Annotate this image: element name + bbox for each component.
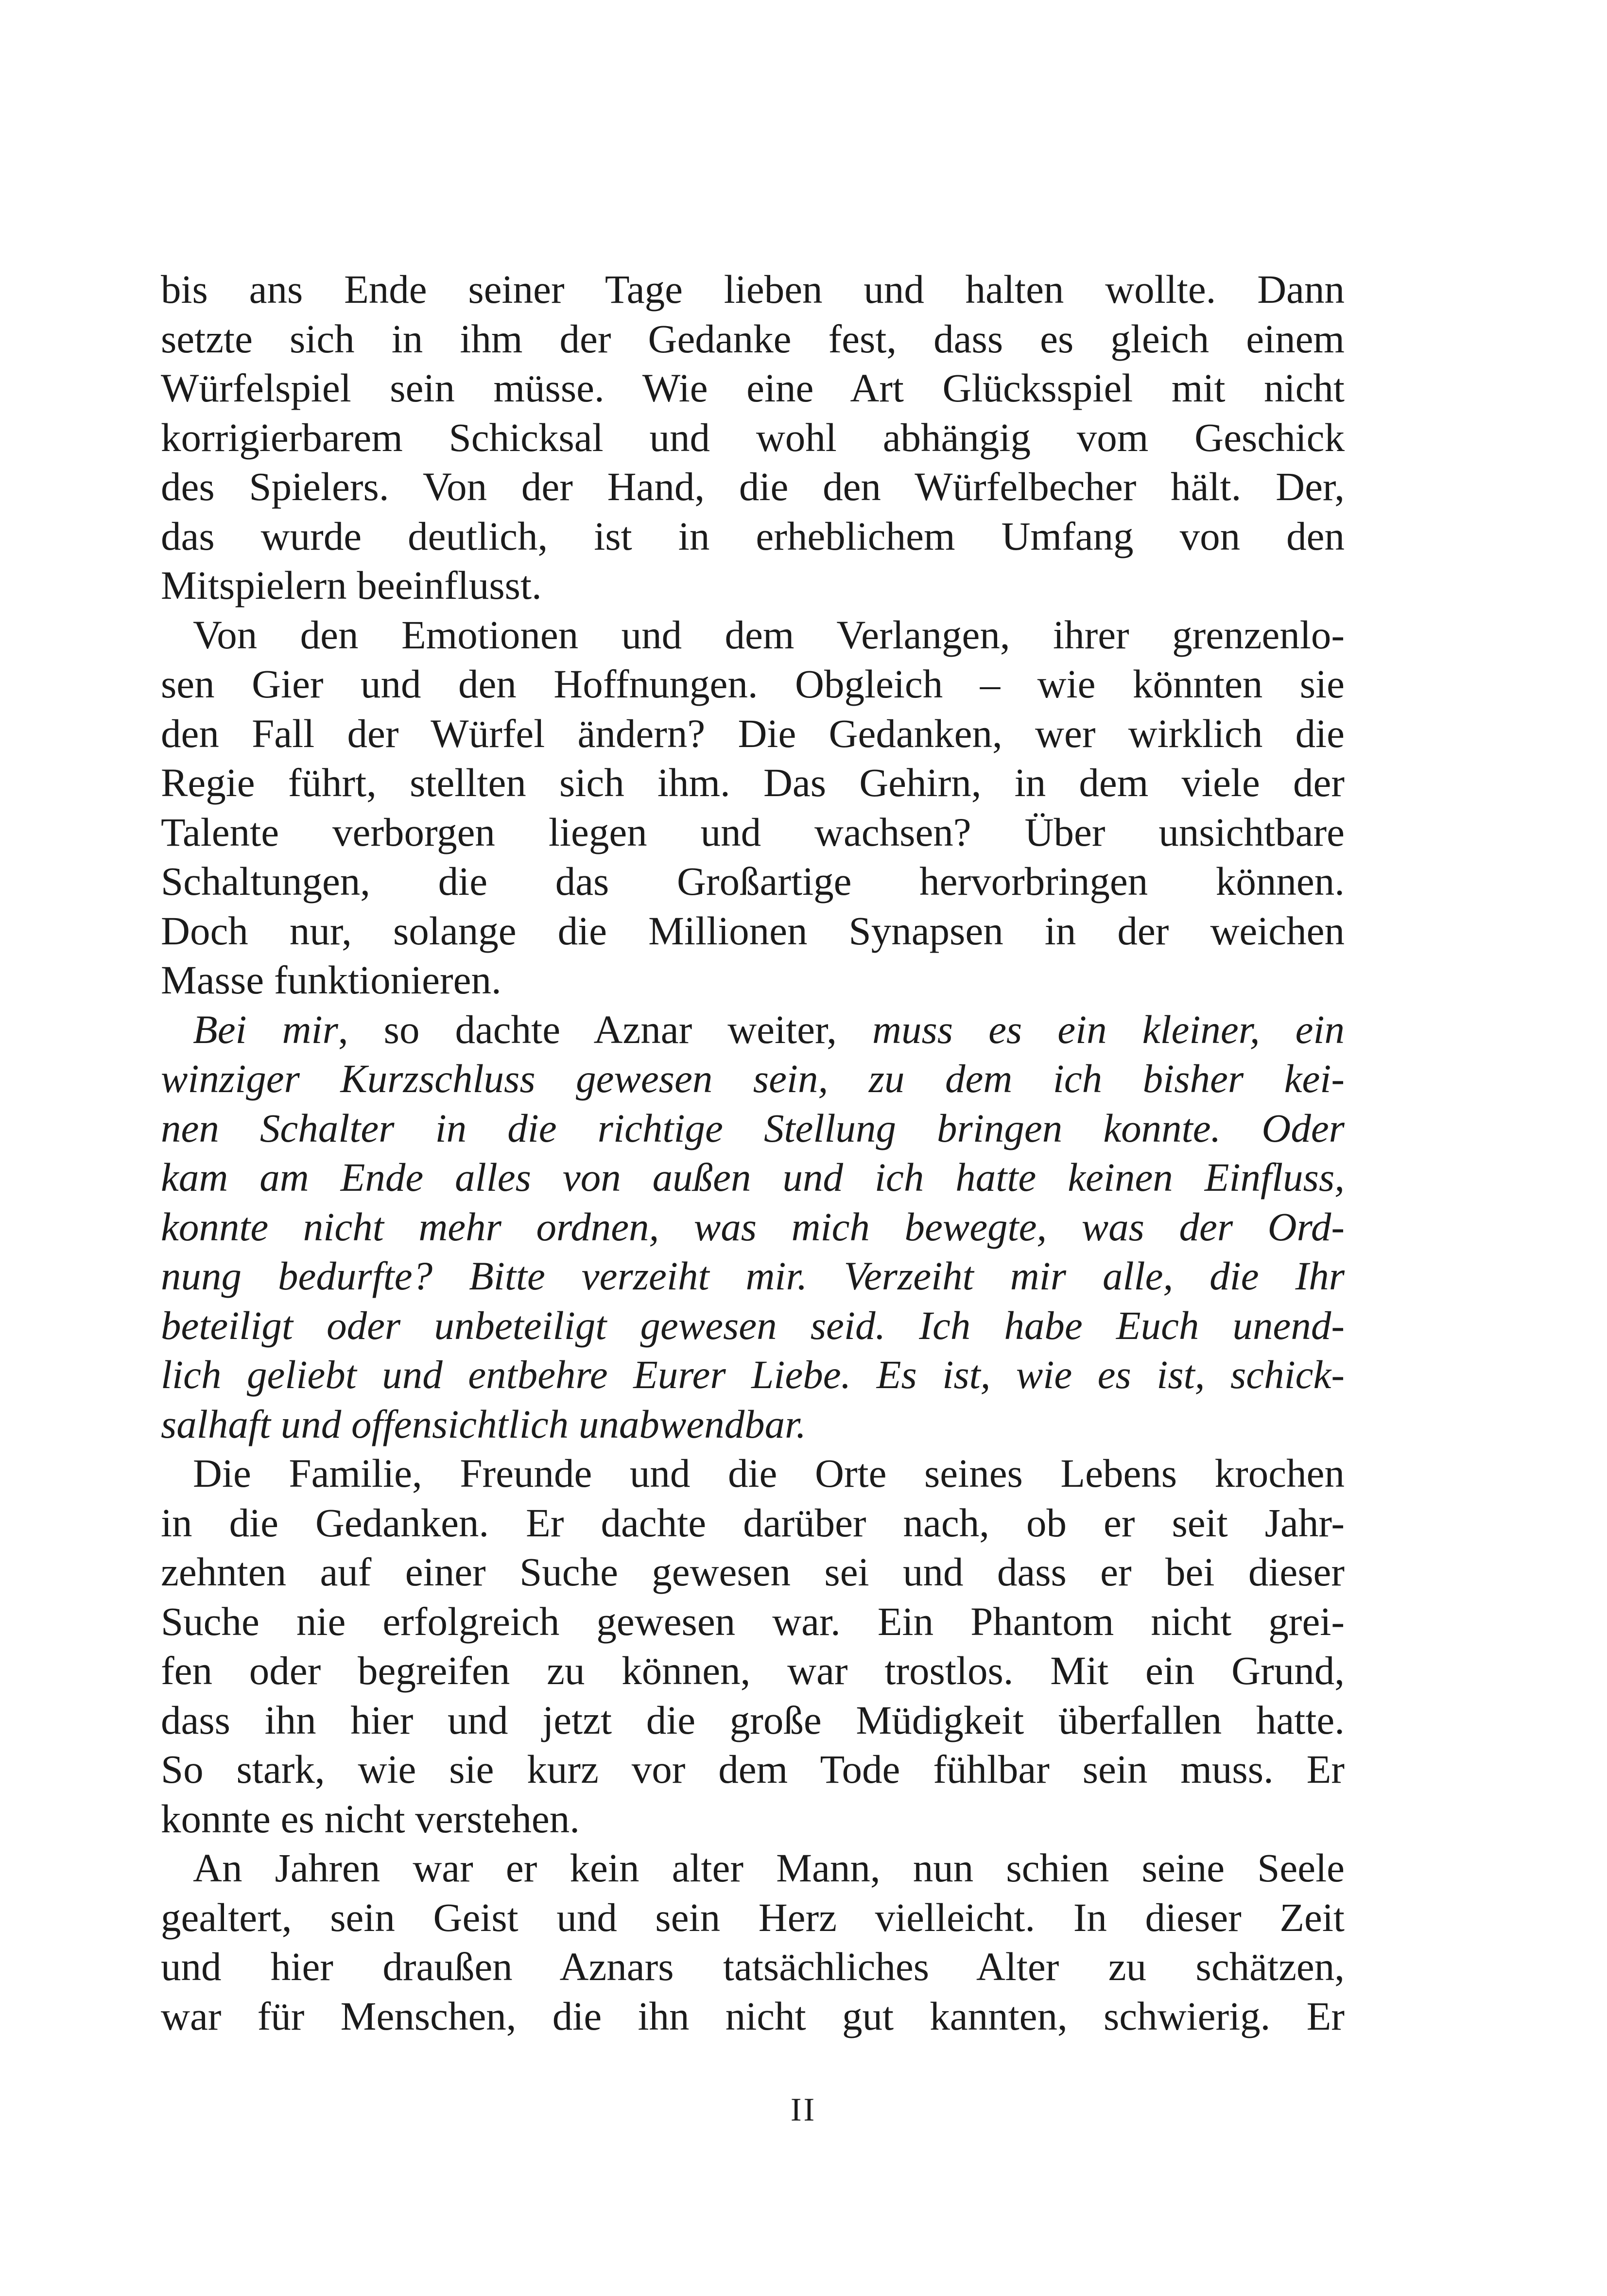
- text-line: [161, 1054, 1345, 1104]
- text-segment: dass ihn hier und jetzt die große Müdigkeit überfallen hatte.: [161, 1697, 1345, 1742]
- text-segment: Würfelspiel sein müsse. Wie eine Art Glücksspiel mit nicht: [161, 365, 1345, 410]
- paragraph: [161, 610, 1345, 1005]
- text-line: [161, 660, 1345, 709]
- text-line: [161, 1844, 1345, 1893]
- text-line: [161, 1449, 1345, 1498]
- text-line: [161, 1696, 1345, 1745]
- text-segment: des Spielers. Von der Hand, die den Würfelbecher hält. Der,: [161, 464, 1345, 509]
- italic-text: Bei mir: [193, 1007, 338, 1052]
- italic-text: lich geliebt und entbehre Eurer Liebe. Es ist, wie es ist, schick-: [161, 1352, 1345, 1397]
- text-line: [161, 956, 1345, 1005]
- text-line: [161, 1153, 1345, 1202]
- text-line: [161, 561, 1345, 610]
- text-line: [161, 1942, 1345, 1992]
- text-line: [161, 1104, 1345, 1153]
- text-line: [161, 1992, 1345, 2041]
- italic-text: salhaft und offensichtlich unabwendbar.: [161, 1401, 806, 1446]
- text-line: [161, 512, 1345, 561]
- text-segment: korrigierbarem Schicksal und wohl abhängig vom Geschick: [161, 415, 1345, 460]
- paragraph: [161, 265, 1345, 610]
- text-line: [161, 462, 1345, 512]
- text-segment: fen oder begreifen zu können, war trostlos. Mit ein Grund,: [161, 1648, 1345, 1693]
- text-line: [161, 1005, 1345, 1055]
- italic-text: kam am Ende alles von außen und ich hatte keinen Einfluss,: [161, 1155, 1345, 1200]
- text-segment: zehnten auf einer Suche gewesen sei und dass er bei dieser: [161, 1549, 1345, 1594]
- text-segment: An Jahren war er kein alter Mann, nun schien seine Seele: [193, 1845, 1345, 1890]
- italic-text: muss es ein kleiner, ein: [872, 1007, 1345, 1052]
- text-segment: setzte sich in ihm der Gedanke fest, dass es gleich einem: [161, 316, 1345, 361]
- text-line: [161, 1202, 1345, 1252]
- text-segment: Talente verborgen liegen und wachsen? Über unsichtbare: [161, 809, 1345, 854]
- text-line: [161, 758, 1345, 808]
- text-segment: den Fall der Würfel ändern? Die Gedanken, wer wirklich die: [161, 711, 1345, 756]
- text-line: [161, 1893, 1345, 1943]
- text-segment: in die Gedanken. Er dachte darüber nach, ob er seit Jahr-: [161, 1500, 1345, 1545]
- body-text: [161, 265, 1345, 2041]
- text-segment: Suche nie erfolgreich gewesen war. Ein Phantom nicht grei-: [161, 1599, 1345, 1644]
- text-segment: und hier draußen Aznars tatsächliches Alter zu schätzen,: [161, 1944, 1345, 1989]
- text-line: [161, 1252, 1345, 1301]
- paragraph: [161, 1005, 1345, 1449]
- text-segment: konnte es nicht verstehen.: [161, 1796, 580, 1841]
- text-segment: Schaltungen, die das Großartige hervorbringen können.: [161, 859, 1345, 904]
- text-line: [161, 1350, 1345, 1400]
- text-segment: bis ans Ende seiner Tage lieben und halten wollte. Dann: [161, 267, 1345, 312]
- text-segment: Doch nur, solange die Millionen Synapsen in der weichen: [161, 908, 1345, 953]
- text-line: [161, 808, 1345, 857]
- text-segment: Regie führt, stellten sich ihm. Das Gehirn, in dem viele der: [161, 760, 1345, 805]
- text-line: [161, 265, 1345, 314]
- italic-text: nen Schalter in die richtige Stellung bringen konnte. Oder: [161, 1105, 1345, 1150]
- text-segment: Die Familie, Freunde und die Orte seines Lebens krochen: [193, 1451, 1345, 1496]
- italic-text: nung bedurfte? Bitte verzeiht mir. Verzeiht mir alle, die Ihr: [161, 1253, 1345, 1298]
- text-line: [161, 314, 1345, 364]
- text-line: [161, 1400, 1345, 1449]
- paragraph: [161, 1844, 1345, 2041]
- text-line: [161, 413, 1345, 463]
- text-segment: gealtert, sein Geist und sein Herz vielleicht. In dieser Zeit: [161, 1895, 1345, 1940]
- text-segment: das wurde deutlich, ist in erheblichem Umfang von den: [161, 513, 1345, 558]
- text-line: [161, 1548, 1345, 1597]
- italic-text: konnte nicht mehr ordnen, was mich bewegte, was der Ord-: [161, 1204, 1345, 1249]
- page-number: II: [790, 2091, 817, 2128]
- text-line: [161, 857, 1345, 906]
- text-line: [161, 1597, 1345, 1647]
- text-segment: war für Menschen, die ihn nicht gut kannten, schwierig. Er: [161, 1993, 1345, 2038]
- text-segment: Mitspielern beeinflusst.: [161, 563, 542, 608]
- paragraph: [161, 1449, 1345, 1844]
- text-line: [161, 364, 1345, 413]
- text-line: [161, 610, 1345, 660]
- text-segment: Von den Emotionen und dem Verlangen, ihrer grenzenlo-: [193, 612, 1345, 657]
- text-line: [161, 1646, 1345, 1696]
- text-line: [161, 709, 1345, 759]
- text-segment: , so dachte Aznar weiter,: [338, 1007, 873, 1052]
- text-segment: So stark, wie sie kurz vor dem Tode fühlbar sein muss. Er: [161, 1747, 1345, 1792]
- text-segment: Masse funktionieren.: [161, 957, 501, 1002]
- text-segment: sen Gier und den Hoffnungen. Obgleich – wie könnten sie: [161, 661, 1345, 706]
- italic-text: winziger Kurzschluss gewesen sein, zu dem ich bisher kei-: [161, 1056, 1345, 1101]
- text-line: [161, 1745, 1345, 1794]
- italic-text: beteiligt oder unbeteiligt gewesen seid. Ich habe Euch unend-: [161, 1303, 1345, 1348]
- text-line: [161, 1301, 1345, 1351]
- text-line: [161, 1498, 1345, 1548]
- text-line: [161, 906, 1345, 956]
- text-line: [161, 1794, 1345, 1844]
